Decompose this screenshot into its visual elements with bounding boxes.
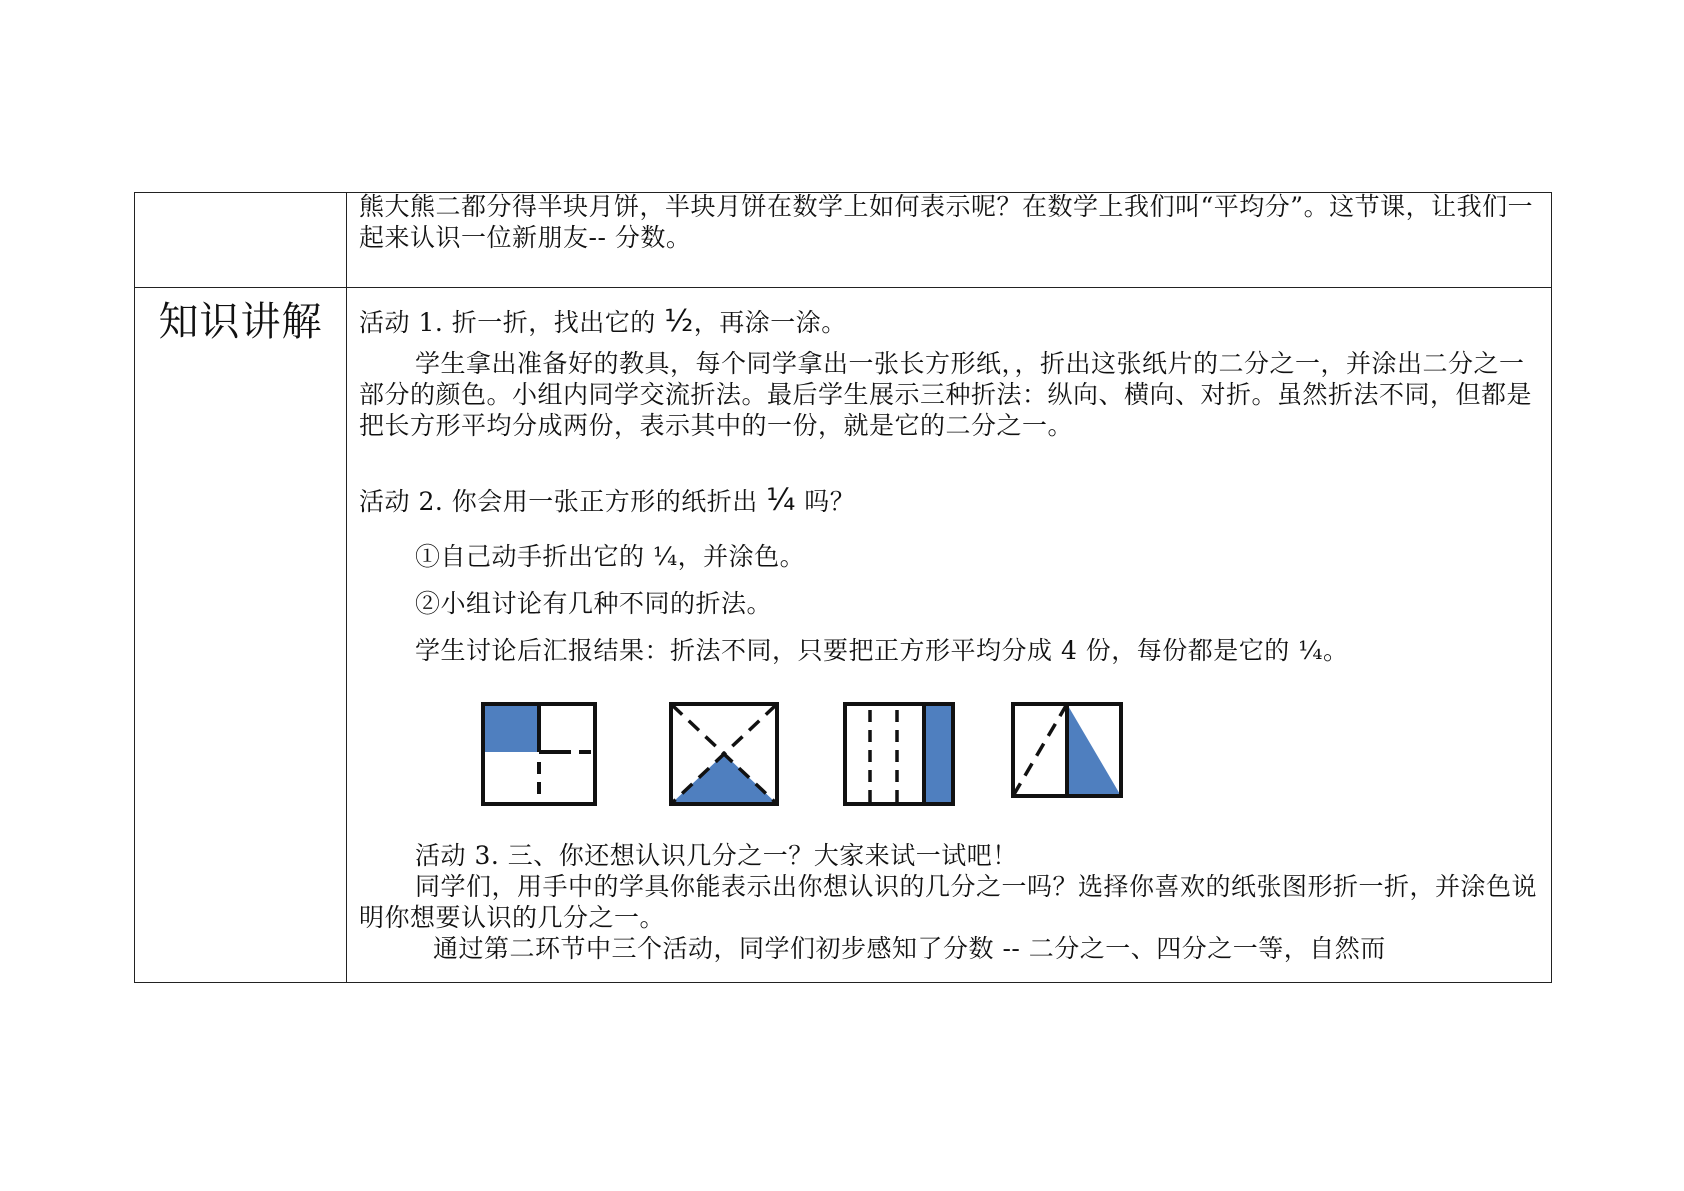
activity2-title-suffix: 吗？: [795, 487, 856, 516]
figure-vertical-strips: [843, 702, 955, 806]
figure-diagonal-triangle: [669, 702, 779, 806]
intro-text: 熊大熊二都分得半块月饼，半块月饼在数学上如何表示呢？在数学上我们叫“平均分”。这节课，让我们一起来认识一位新朋友-- 分数。: [359, 192, 1534, 252]
activity2-title: [359, 485, 1537, 517]
figure4-shaded-triangle: [1067, 704, 1121, 796]
figure1-shaded-quarter: [483, 704, 539, 752]
section-label-cell: [135, 288, 347, 983]
figure4-fold-dashed: [1013, 704, 1067, 796]
intro-row: [135, 193, 1552, 288]
figure-diagonal-split: [1011, 702, 1123, 798]
activity2-item1: ①自己动手折出它的 ¼，并涂色。: [415, 542, 806, 571]
activity3-title: 活动 3. 三、你还想认识几分之一？大家来试一试吧！: [415, 841, 1018, 870]
figure2-shaded-triangle: [672, 754, 776, 803]
activity1-title-suffix: ，再涂一涂。: [693, 308, 847, 337]
activity1-title-prefix: 活动 1. 折一折，找出它的: [359, 308, 665, 337]
activity3-summary: 通过第二环节中三个活动，同学们初步感知了分数 -- 二分之一、四分之一等，自然而: [433, 934, 1386, 963]
intro-label-cell: [135, 193, 347, 288]
figure3-shaded-strip: [924, 704, 953, 804]
activity2-result: 学生讨论后汇报结果：折法不同，只要把正方形平均分成 4 份，每份都是它的 ¼。: [415, 636, 1349, 665]
knowledge-row: [135, 288, 1552, 983]
lesson-table: [134, 192, 1552, 983]
intro-content-cell: [347, 193, 1552, 288]
activity2-title-prefix: 活动 2. 你会用一张正方形的纸折出: [359, 487, 767, 516]
activity2-fraction: ¼: [766, 483, 796, 518]
activity2-item2: ②小组讨论有几种不同的折法。: [415, 589, 773, 618]
fraction-figures: [359, 702, 1537, 832]
activity1-body: 学生拿出准备好的教具，每个同学拿出一张长方形纸，，折出这张纸片的二分之一，并涂出二分之一部分的颜色。小组内同学交流折法。最后学生展示三种折法：纵向、横向、对折。虽然折法不同，但都是把长方形平均分成两份，表示其中的一份，就是它的二分之一。: [359, 349, 1533, 440]
activity1-title: [359, 306, 1537, 338]
figure-quarter-corner: [481, 702, 597, 806]
activity3-body: 同学们，用手中的学具你能表示出你想认识的几分之一吗？选择你喜欢的纸张图形折一折，并涂色说明你想要认识的几分之一。: [359, 872, 1538, 932]
section-label: 知识讲解: [158, 299, 323, 345]
knowledge-content-cell: [347, 288, 1552, 983]
activity1-fraction: ½: [664, 304, 694, 339]
